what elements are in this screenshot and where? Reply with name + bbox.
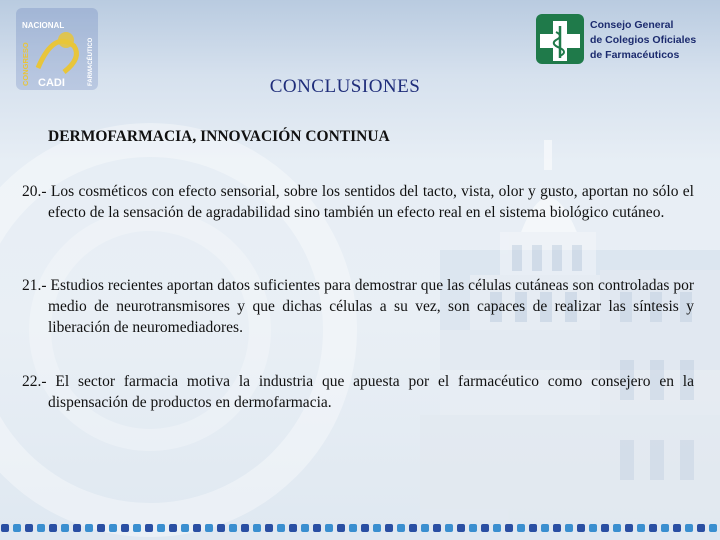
congress-logo — [14, 6, 100, 92]
stripe-dot — [517, 524, 525, 532]
slide-title: CONCLUSIONES — [269, 76, 421, 97]
stripe-dot — [145, 524, 153, 532]
stripe-dot — [73, 524, 81, 532]
stripe-dot — [685, 524, 693, 532]
council-logo-line-2: de Colegios Oficiales — [590, 34, 697, 46]
stripe-dot — [601, 524, 609, 532]
stripe-dot — [349, 524, 357, 532]
stripe-dot — [289, 524, 297, 532]
stripe-dot — [217, 524, 225, 532]
stripe-dot — [637, 524, 645, 532]
stripe-dot — [313, 524, 321, 532]
stripe-dot — [493, 524, 501, 532]
conclusion-paragraph-21: 21.- Estudios recientes aportan datos suficientes para demostrar que las células cutáneas son controladas por medio de neurotransmisores y que dichas células a su vez, son capaces de realizar las síntesis y liberación de neuromediadores. — [22, 277, 694, 336]
stripe-dot — [661, 524, 669, 532]
stripe-dot — [625, 524, 633, 532]
stripe-dot — [613, 524, 621, 532]
stripe-dot — [61, 524, 69, 532]
stripe-dot — [241, 524, 249, 532]
stripe-dot — [85, 524, 93, 532]
stripe-dot — [673, 524, 681, 532]
stripe-dot — [361, 524, 369, 532]
stripe-dot — [709, 524, 717, 532]
stripe-dot — [121, 524, 129, 532]
stripe-dot — [169, 524, 177, 532]
bottom-decorative-stripe — [0, 521, 720, 535]
council-logo — [536, 12, 712, 68]
stripe-dot — [109, 524, 117, 532]
stripe-dot — [181, 524, 189, 532]
stripe-dot — [433, 524, 441, 532]
stripe-dot — [445, 524, 453, 532]
stripe-dot — [385, 524, 393, 532]
stripe-dot — [409, 524, 417, 532]
stripe-dot — [469, 524, 477, 532]
stripe-dot — [277, 524, 285, 532]
pharmacy-cross-icon — [536, 14, 584, 64]
council-logo-line-3: de Farmacéuticos — [590, 49, 680, 61]
conclusion-paragraph-20: 20.- Los cosméticos con efecto sensorial, sobre los sentidos del tacto, vista, olor y gusto, aportan no sólo el efecto de la sensación de agradabilidad sino también un efecto real en el sistema biológico cutáneo. — [22, 183, 694, 221]
stripe-dot — [337, 524, 345, 532]
stripe-dot — [133, 524, 141, 532]
stripe-dot — [265, 524, 273, 532]
stripe-dot — [205, 524, 213, 532]
stripe-dot — [13, 524, 21, 532]
stripe-dot — [229, 524, 237, 532]
congress-logo-badge: CADI — [38, 77, 65, 89]
stripe-dot — [1, 524, 9, 532]
stripe-dot — [505, 524, 513, 532]
stripe-dot — [457, 524, 465, 532]
stripe-dot — [37, 524, 45, 532]
stripe-dot — [157, 524, 165, 532]
stripe-dot — [553, 524, 561, 532]
stripe-dot — [301, 524, 309, 532]
congress-logo-word-congreso: CONGRESO — [21, 42, 30, 86]
stripe-dot — [577, 524, 585, 532]
stripe-dot — [49, 524, 57, 532]
congress-logo-word-farmaceutico: FARMACÉUTICO — [88, 37, 94, 86]
stripe-dot — [97, 524, 105, 532]
conclusion-paragraph-22: 22.- El sector farmacia motiva la industria que apuesta por el farmacéutico como consejero en la dispensación de productos en dermofarmacia. — [22, 373, 694, 411]
stripe-dot — [589, 524, 597, 532]
congress-logo-word-nacional: NACIONAL — [22, 21, 65, 30]
stripe-dot — [193, 524, 201, 532]
stripe-dot — [529, 524, 537, 532]
council-logo-line-1: Consejo General — [590, 19, 674, 31]
stripe-dot — [25, 524, 33, 532]
stripe-dot — [565, 524, 573, 532]
stripe-dot — [481, 524, 489, 532]
stripe-dot — [541, 524, 549, 532]
stripe-dot — [373, 524, 381, 532]
stripe-dot — [649, 524, 657, 532]
stripe-dot — [397, 524, 405, 532]
stripe-dot — [421, 524, 429, 532]
slide-subtitle: DERMOFARMACIA, INNOVACIÓN CONTINUA — [48, 128, 390, 145]
stripe-dot — [697, 524, 705, 532]
stripe-dot — [325, 524, 333, 532]
stripe-dot — [253, 524, 261, 532]
